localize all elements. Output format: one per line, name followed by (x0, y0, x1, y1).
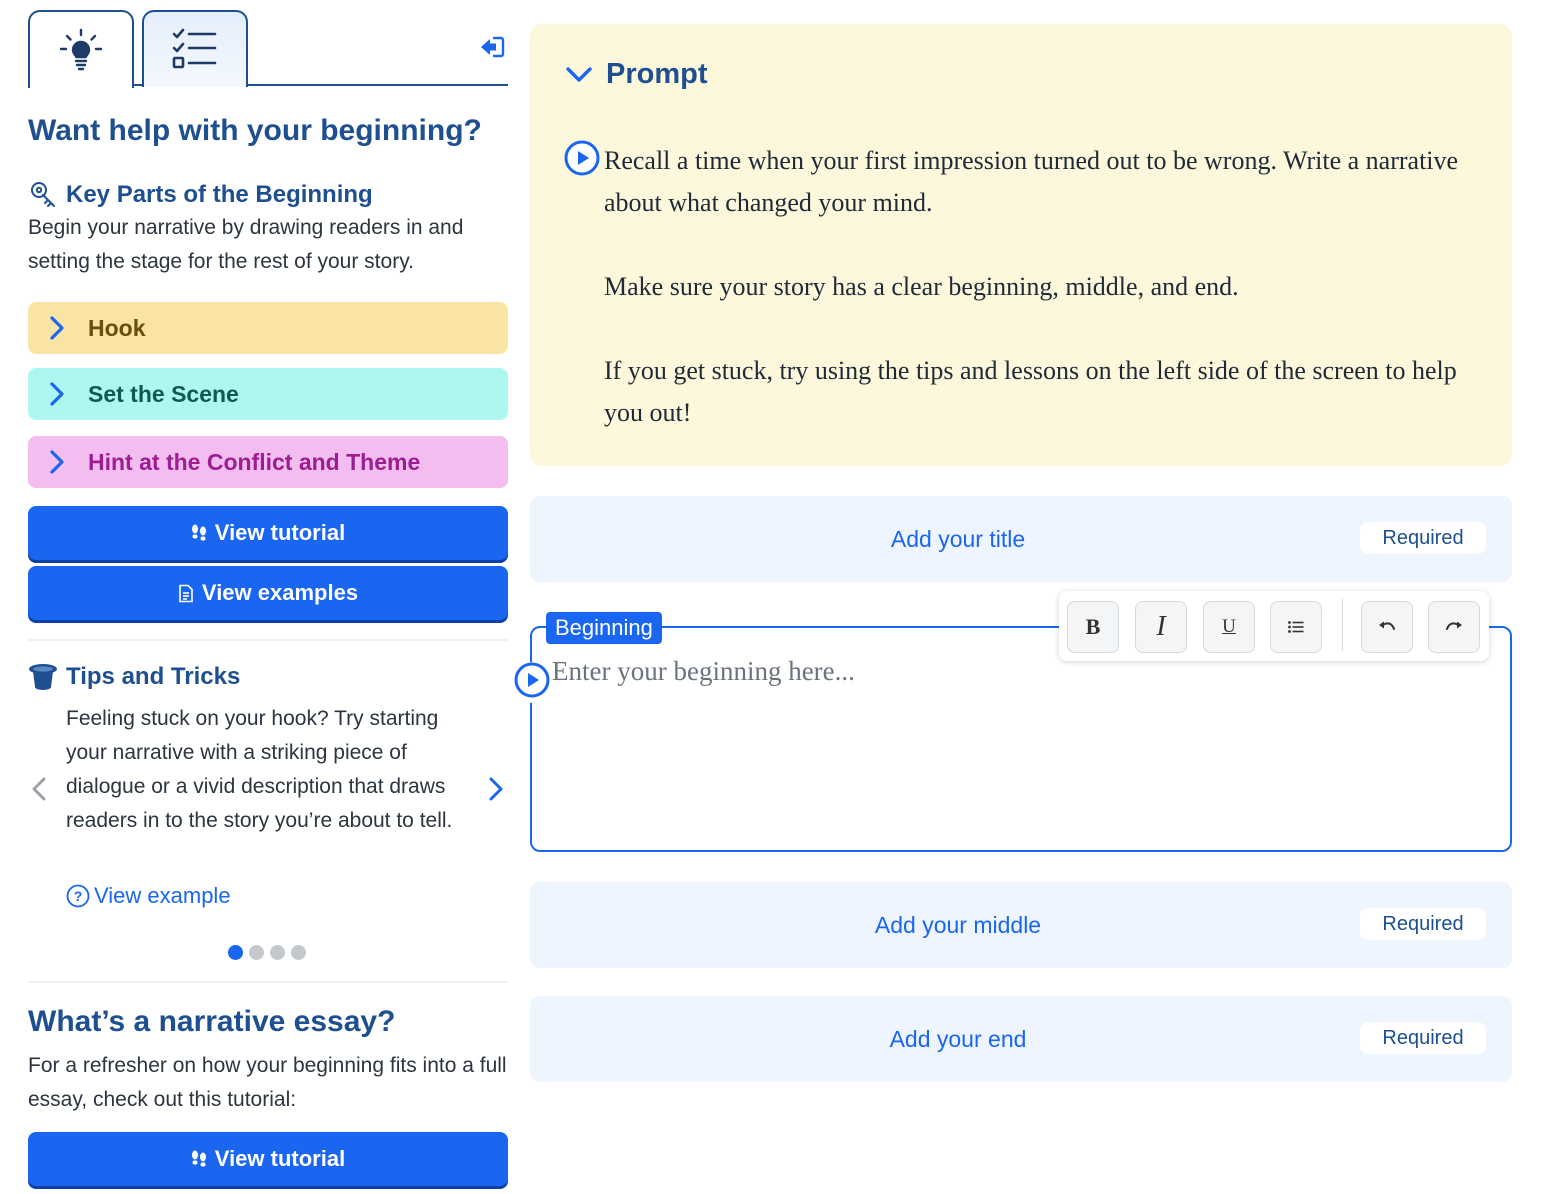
view-examples-label: View examples (201, 580, 359, 605)
sidebar-tabbar (28, 10, 508, 86)
footsteps-icon (191, 524, 207, 542)
add-middle-label: Add your middle (874, 911, 1042, 938)
prompt-paragraph: Recall a time when your first impression turned out to be wrong. Write a narrative about what changed your mind. (604, 146, 1459, 217)
prompt-play-button[interactable] (564, 140, 600, 181)
required-badge: Required (1360, 522, 1486, 554)
divider (28, 981, 508, 983)
accordion-hook[interactable] (28, 302, 508, 354)
tips-text: Feeling stuck on your hook? Try starting your narrative with a striking piece of dialogue or a vivid description that draws readers in to the story you’re about to tell. (66, 707, 453, 832)
view-tutorial-label: View tutorial (214, 520, 346, 545)
prompt-heading: Prompt (606, 58, 708, 90)
italic-button[interactable]: I (1135, 601, 1187, 653)
tips-prev-button[interactable] (28, 776, 50, 802)
pagination-dot[interactable] (291, 945, 306, 960)
help-heading: Want help with your beginning? (28, 114, 482, 147)
tips-next-button[interactable] (485, 776, 507, 802)
lightbulb-icon (58, 27, 104, 73)
required-badge: Required (1360, 908, 1486, 940)
accordion-hint-conflict-theme-label: Hint at the Conflict and Theme (88, 448, 421, 475)
question-circle-icon (66, 884, 90, 908)
prompt-text (604, 140, 1484, 476)
redo-button[interactable] (1428, 601, 1480, 653)
prompt-toggle[interactable] (566, 58, 708, 91)
chevron-down-icon (566, 67, 592, 83)
prompt-panel (530, 24, 1512, 466)
pagination-dot[interactable] (270, 945, 285, 960)
view-tutorial-button-bottom[interactable] (28, 1132, 508, 1186)
tips-pagination (228, 945, 306, 960)
key-parts-description: Begin your narrative by drawing readers in and setting the stage for the rest of your story. (28, 216, 464, 273)
tab-checklist[interactable] (142, 10, 248, 87)
svg-text:?: ? (73, 888, 83, 904)
key-icon (28, 180, 58, 210)
accordion-set-the-scene-label: Set the Scene (88, 380, 239, 407)
prompt-paragraph: Make sure your story has a clear beginning, middle, and end. (604, 272, 1239, 301)
undo-icon (1378, 621, 1396, 633)
narrative-heading: What’s a narrative essay? (28, 1005, 396, 1038)
pagination-dot[interactable] (249, 945, 264, 960)
view-examples-button[interactable] (28, 566, 508, 620)
sidebar (28, 0, 508, 1194)
list-icon (1288, 621, 1304, 633)
add-title-section[interactable] (530, 496, 1512, 582)
play-circle-icon (514, 662, 550, 698)
bold-button[interactable]: B (1067, 601, 1119, 653)
undo-button[interactable] (1361, 601, 1413, 653)
chevron-right-icon (50, 382, 70, 406)
format-toolbar (1059, 591, 1489, 661)
footsteps-icon (191, 1150, 207, 1168)
bulleted-list-button[interactable] (1270, 601, 1322, 653)
collapse-sidebar-button[interactable] (478, 34, 506, 60)
beginning-label: Beginning (546, 612, 662, 644)
accordion-set-the-scene[interactable] (28, 368, 508, 420)
pagination-dot[interactable] (228, 945, 243, 960)
tips-title-text: Tips and Tricks (66, 663, 241, 690)
chevron-right-icon (489, 777, 503, 801)
prompt-paragraph: If you get stuck, try using the tips and lessons on the left side of the screen to help you out! (604, 356, 1457, 427)
key-parts-title-text: Key Parts of the Beginning (66, 181, 373, 208)
required-badge: Required (1360, 1022, 1486, 1054)
redo-icon (1445, 621, 1463, 633)
view-example-label: View example (94, 883, 231, 908)
key-parts-title (28, 180, 373, 210)
document-icon (178, 584, 194, 603)
divider (28, 639, 508, 641)
toolbar-separator (1342, 599, 1343, 651)
beginning-play-button[interactable] (514, 662, 550, 703)
accordion-hint-conflict-theme[interactable] (28, 436, 508, 488)
add-title-label: Add your title (890, 525, 1026, 552)
tab-ideas[interactable] (28, 10, 134, 88)
underline-button[interactable]: U (1203, 601, 1255, 653)
play-circle-icon (564, 140, 600, 176)
magic-hat-icon (28, 663, 58, 691)
view-example-link[interactable] (66, 883, 231, 909)
add-end-section[interactable] (530, 996, 1512, 1082)
chevron-left-icon (32, 777, 46, 801)
chevron-right-icon (50, 316, 70, 340)
view-tutorial-button[interactable] (28, 506, 508, 560)
narrative-description: For a refresher on how your beginning fits into a full essay, check out this tutorial: (28, 1054, 507, 1111)
view-tutorial-label: View tutorial (214, 1146, 346, 1171)
beginning-input[interactable] (552, 656, 1452, 836)
add-middle-section[interactable] (530, 882, 1512, 968)
checklist-icon (172, 28, 218, 72)
tips-title (28, 663, 240, 691)
sign-in-arrow-icon (479, 35, 505, 59)
accordion-hook-label: Hook (88, 314, 146, 341)
chevron-right-icon (50, 450, 70, 474)
add-end-label: Add your end (889, 1025, 1027, 1052)
